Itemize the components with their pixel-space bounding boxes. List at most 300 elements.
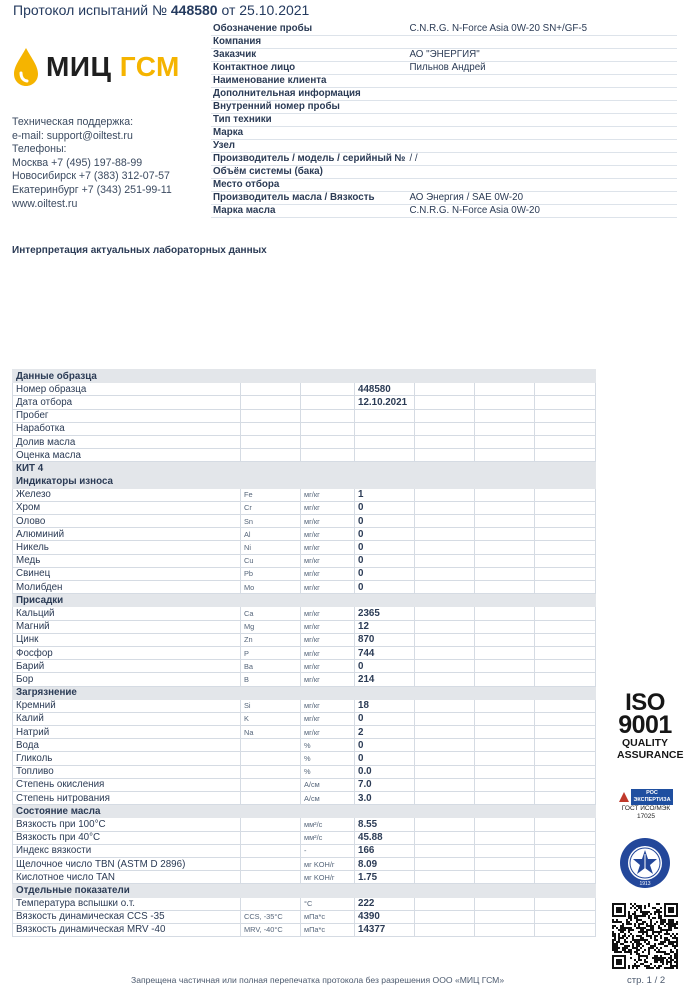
empty-cell	[415, 383, 475, 396]
table-row	[13, 620, 596, 633]
logo-text-accent: ГСМ	[119, 51, 180, 82]
empty-cell	[475, 435, 535, 448]
table-row	[13, 699, 596, 712]
empty-cell	[475, 752, 535, 765]
info-label: Марка масла	[211, 204, 407, 217]
empty-cell	[475, 739, 535, 752]
param-value: 0	[355, 581, 415, 594]
info-label: Компания	[211, 35, 407, 48]
param-name: Железо	[13, 488, 241, 501]
info-value	[407, 74, 677, 87]
info-row	[211, 178, 677, 191]
table-row	[13, 449, 596, 462]
empty-cell	[535, 435, 596, 448]
param-value: 1	[355, 488, 415, 501]
param-symbol: P	[241, 646, 301, 659]
table-row	[13, 778, 596, 791]
table-row	[13, 567, 596, 580]
empty-cell	[535, 818, 596, 831]
empty-cell	[535, 541, 596, 554]
info-label: Марка	[211, 126, 407, 139]
param-symbol: Cr	[241, 501, 301, 514]
contacts-website[interactable]: www.oiltest.ru	[12, 197, 78, 210]
param-symbol: Ba	[241, 660, 301, 673]
param-name: Топливо	[13, 765, 241, 778]
empty-cell	[535, 528, 596, 541]
param-name: Натрий	[13, 726, 241, 739]
empty-cell	[535, 778, 596, 791]
section-header	[13, 805, 596, 818]
param-name: Степень окисления	[13, 778, 241, 791]
param-symbol: B	[241, 673, 301, 686]
param-unit: мг/кг	[301, 712, 355, 725]
logo-text-main: МИЦ	[46, 51, 112, 82]
empty-cell	[535, 633, 596, 646]
empty-cell	[535, 844, 596, 857]
empty-cell	[475, 620, 535, 633]
info-row	[211, 204, 677, 217]
table-row	[13, 383, 596, 396]
gost-box	[631, 789, 672, 805]
section-sample-data-title: Данные образца	[13, 370, 596, 383]
section-header	[13, 594, 596, 607]
qr-code-icon[interactable]	[612, 903, 678, 969]
info-value	[407, 178, 677, 191]
param-name: Вода	[13, 739, 241, 752]
param-unit: мг/кг	[301, 646, 355, 659]
table-row	[13, 765, 596, 778]
param-unit: мг/кг	[301, 633, 355, 646]
param-symbol	[241, 396, 301, 409]
empty-cell	[415, 581, 475, 594]
table-row	[13, 752, 596, 765]
triangle-icon	[619, 792, 629, 802]
param-symbol	[241, 422, 301, 435]
param-symbol	[241, 449, 301, 462]
info-label: Наименование клиента	[211, 74, 407, 87]
empty-cell	[415, 620, 475, 633]
param-symbol	[241, 765, 301, 778]
param-symbol	[241, 778, 301, 791]
param-name: Наработка	[13, 422, 241, 435]
protocol-date: 25.10.2021	[239, 2, 310, 18]
title-prefix: Протокол испытаний №	[13, 2, 167, 18]
empty-cell	[535, 567, 596, 580]
info-label: Внутренний номер пробы	[211, 100, 407, 113]
param-name: Кремний	[13, 699, 241, 712]
table-row	[13, 501, 596, 514]
param-name: Вязкость динамическая CCS -35	[13, 910, 241, 923]
param-value: 744	[355, 646, 415, 659]
param-value: 2365	[355, 607, 415, 620]
param-symbol: K	[241, 712, 301, 725]
param-value: 12.10.2021	[355, 396, 415, 409]
gost-logo	[615, 789, 677, 805]
contacts-phone-ekaterinburg: Екатеринбург +7 (343) 251-99-11	[12, 183, 172, 196]
contacts-email[interactable]: e-mail: support@oiltest.ru	[12, 129, 133, 142]
empty-cell	[535, 910, 596, 923]
empty-cell	[475, 554, 535, 567]
empty-cell	[535, 422, 596, 435]
param-symbol	[241, 409, 301, 422]
empty-cell	[415, 910, 475, 923]
empty-cell	[415, 792, 475, 805]
empty-cell	[475, 857, 535, 870]
param-name: Кислотное число TAN	[13, 871, 241, 884]
param-symbol	[241, 897, 301, 910]
empty-cell	[475, 923, 535, 936]
param-unit: мг/кг	[301, 515, 355, 528]
param-value: 0	[355, 541, 415, 554]
page-number: стр. 1 / 2	[627, 975, 666, 986]
table-row	[13, 409, 596, 422]
param-unit: мм²/с	[301, 818, 355, 831]
info-value	[407, 113, 677, 126]
info-row	[211, 74, 677, 87]
param-name: Дата отбора	[13, 396, 241, 409]
param-name: Магний	[13, 620, 241, 633]
empty-cell	[415, 422, 475, 435]
param-unit	[301, 422, 355, 435]
param-unit: мг KOH/г	[301, 871, 355, 884]
empty-cell	[475, 897, 535, 910]
title-date-prefix: от	[221, 2, 236, 18]
empty-cell	[415, 699, 475, 712]
empty-cell	[535, 699, 596, 712]
param-value: 0	[355, 739, 415, 752]
empty-cell	[415, 857, 475, 870]
empty-cell	[535, 673, 596, 686]
param-value: 222	[355, 897, 415, 910]
empty-cell	[475, 396, 535, 409]
param-unit: мг/кг	[301, 581, 355, 594]
param-symbol: Ca	[241, 607, 301, 620]
table-row	[13, 435, 596, 448]
info-row	[211, 139, 677, 152]
empty-cell	[415, 897, 475, 910]
info-label: Место отбора	[211, 178, 407, 191]
empty-cell	[415, 409, 475, 422]
empty-cell	[415, 831, 475, 844]
table-row	[13, 871, 596, 884]
empty-cell	[415, 449, 475, 462]
info-row	[211, 35, 677, 48]
empty-cell	[535, 831, 596, 844]
info-label: Дополнительная информация	[211, 87, 407, 100]
table-row	[13, 607, 596, 620]
empty-cell	[535, 449, 596, 462]
info-row	[211, 61, 677, 74]
info-value	[407, 126, 677, 139]
empty-cell	[475, 673, 535, 686]
param-symbol: CCS, -35°C	[241, 910, 301, 923]
empty-cell	[475, 409, 535, 422]
param-name: Номер образца	[13, 383, 241, 396]
param-unit: мг/кг	[301, 554, 355, 567]
param-name: Олово	[13, 515, 241, 528]
info-row	[211, 100, 677, 113]
param-unit: мг/кг	[301, 660, 355, 673]
empty-cell	[535, 897, 596, 910]
empty-cell	[535, 488, 596, 501]
empty-cell	[475, 792, 535, 805]
empty-cell	[415, 844, 475, 857]
gost-line1: ГОСТ ИСО/МЭК	[621, 805, 671, 812]
param-unit: мм²/с	[301, 831, 355, 844]
param-symbol: Si	[241, 699, 301, 712]
empty-cell	[415, 515, 475, 528]
table-row	[13, 923, 596, 936]
param-name: Температура вспышки о.т.	[13, 897, 241, 910]
param-unit	[301, 435, 355, 448]
param-value: 448580	[355, 383, 415, 396]
section-kit-title: КИТ 4	[13, 462, 596, 475]
info-label: Объём системы (бака)	[211, 165, 407, 178]
section-header-title: Присадки	[13, 594, 596, 607]
section-header-title: Отдельные показатели	[13, 884, 596, 897]
empty-cell	[415, 923, 475, 936]
empty-cell	[535, 857, 596, 870]
empty-cell	[535, 396, 596, 409]
table-row	[13, 739, 596, 752]
info-label: Контактное лицо	[211, 61, 407, 74]
empty-cell	[415, 673, 475, 686]
empty-cell	[535, 383, 596, 396]
empty-cell	[475, 726, 535, 739]
param-name: Вязкость при 100°C	[13, 818, 241, 831]
param-name: Степень нитрования	[13, 792, 241, 805]
param-unit: А/см	[301, 792, 355, 805]
param-value: 12	[355, 620, 415, 633]
contacts-support-label: Техническая поддержка:	[12, 116, 134, 128]
param-value: 0	[355, 554, 415, 567]
param-name: Пробег	[13, 409, 241, 422]
param-symbol	[241, 818, 301, 831]
empty-cell	[415, 541, 475, 554]
param-value: 870	[355, 633, 415, 646]
param-symbol	[241, 792, 301, 805]
empty-cell	[535, 712, 596, 725]
info-row	[211, 22, 677, 35]
table-row	[13, 844, 596, 857]
empty-cell	[535, 752, 596, 765]
section-header-title: Загрязнение	[13, 686, 596, 699]
empty-cell	[475, 712, 535, 725]
empty-cell	[535, 871, 596, 884]
iso-9001-badge	[617, 689, 684, 761]
table-row	[13, 792, 596, 805]
section-header	[13, 884, 596, 897]
param-value: 18	[355, 699, 415, 712]
param-symbol: Cu	[241, 554, 301, 567]
info-row	[211, 165, 677, 178]
param-symbol	[241, 435, 301, 448]
table-row	[13, 818, 596, 831]
param-symbol: Mg	[241, 620, 301, 633]
param-value: 0	[355, 528, 415, 541]
empty-cell	[415, 752, 475, 765]
empty-cell	[475, 422, 535, 435]
empty-cell	[475, 383, 535, 396]
param-unit	[301, 409, 355, 422]
sample-info-table	[211, 22, 677, 218]
empty-cell	[535, 501, 596, 514]
table-row	[13, 515, 596, 528]
param-unit: °C	[301, 897, 355, 910]
empty-cell	[475, 778, 535, 791]
table-row	[13, 712, 596, 725]
param-symbol: Na	[241, 726, 301, 739]
empty-cell	[475, 515, 535, 528]
protocol-title	[13, 2, 309, 18]
info-value	[407, 35, 677, 48]
info-label: Производитель масла / Вязкость	[211, 191, 407, 204]
param-value: 8.55	[355, 818, 415, 831]
empty-cell	[415, 528, 475, 541]
empty-cell	[475, 871, 535, 884]
param-symbol	[241, 871, 301, 884]
param-name: Кальций	[13, 607, 241, 620]
iso-line3: QUALITY	[621, 737, 669, 749]
param-name: Гликоль	[13, 752, 241, 765]
empty-cell	[415, 607, 475, 620]
empty-cell	[475, 541, 535, 554]
section-header	[13, 475, 596, 488]
table-row	[13, 660, 596, 673]
param-unit: мг/кг	[301, 567, 355, 580]
param-name: Никель	[13, 541, 241, 554]
info-row	[211, 126, 677, 139]
info-value: АО "ЭНЕРГИЯ"	[407, 48, 677, 61]
empty-cell	[535, 409, 596, 422]
table-row	[13, 581, 596, 594]
table-row	[13, 528, 596, 541]
info-value: Пильнов Андрей	[407, 61, 677, 74]
param-unit: мг/кг	[301, 620, 355, 633]
param-symbol	[241, 383, 301, 396]
footer-disclaimer: Запрещена частичная или полная перепечатка протокола без разрешения ООО «МИЦ ГСМ»	[131, 975, 505, 985]
logo-text	[46, 51, 180, 83]
empty-cell	[415, 660, 475, 673]
param-symbol: Mo	[241, 581, 301, 594]
empty-cell	[475, 765, 535, 778]
param-unit: мг/кг	[301, 673, 355, 686]
contacts-phones-label: Телефоны:	[12, 143, 67, 156]
empty-cell	[415, 871, 475, 884]
table-row	[13, 831, 596, 844]
info-row	[211, 87, 677, 100]
param-unit	[301, 449, 355, 462]
iso-line2: 9001	[618, 711, 672, 739]
empty-cell	[535, 923, 596, 936]
empty-cell	[415, 739, 475, 752]
empty-cell	[535, 646, 596, 659]
param-unit: мг/кг	[301, 488, 355, 501]
empty-cell	[535, 739, 596, 752]
param-value	[355, 449, 415, 462]
param-symbol	[241, 739, 301, 752]
contacts-block	[12, 116, 172, 211]
info-row	[211, 191, 677, 204]
info-label: Заказчик	[211, 48, 407, 61]
empty-cell	[475, 818, 535, 831]
param-unit: мПа*с	[301, 910, 355, 923]
empty-cell	[415, 778, 475, 791]
table-row	[13, 396, 596, 409]
param-symbol: Zn	[241, 633, 301, 646]
param-value: 2	[355, 726, 415, 739]
empty-cell	[535, 581, 596, 594]
param-value: 45.88	[355, 831, 415, 844]
info-value: C.N.R.G. N-Force Asia 0W-20	[407, 204, 677, 217]
gost-box-top: РОС	[646, 790, 658, 796]
param-value: 8.09	[355, 857, 415, 870]
empty-cell	[475, 660, 535, 673]
param-unit: %	[301, 765, 355, 778]
param-unit: %	[301, 739, 355, 752]
empty-cell	[415, 554, 475, 567]
empty-cell	[415, 435, 475, 448]
param-value	[355, 435, 415, 448]
iso-line1: ISO	[625, 689, 665, 716]
param-unit: мг/кг	[301, 501, 355, 514]
param-symbol	[241, 857, 301, 870]
param-name: Бор	[13, 673, 241, 686]
gost-line2: 17025	[636, 813, 656, 820]
empty-cell	[415, 633, 475, 646]
param-symbol: Pb	[241, 567, 301, 580]
empty-cell	[535, 620, 596, 633]
param-value: 0	[355, 660, 415, 673]
empty-cell	[415, 396, 475, 409]
section-header-title: Индикаторы износа	[13, 475, 596, 488]
param-name: Молибден	[13, 581, 241, 594]
info-value: АО Энергия / SAE 0W-20	[407, 191, 677, 204]
empty-cell	[475, 449, 535, 462]
empty-cell	[475, 581, 535, 594]
empty-cell	[535, 515, 596, 528]
company-logo	[12, 45, 180, 89]
table-row	[13, 646, 596, 659]
register-seal-icon	[619, 837, 671, 889]
param-value: 0	[355, 752, 415, 765]
param-symbol: Sn	[241, 515, 301, 528]
empty-cell	[475, 633, 535, 646]
info-label: Тип техники	[211, 113, 407, 126]
param-value: 214	[355, 673, 415, 686]
param-name: Щелочное число TBN (ASTM D 2896)	[13, 857, 241, 870]
param-value: 0	[355, 515, 415, 528]
contacts-phone-novosibirsk: Новосибирск +7 (383) 312-07-57	[12, 170, 170, 183]
param-unit: мг/кг	[301, 541, 355, 554]
param-name: Долив масла	[13, 435, 241, 448]
param-name: Свинец	[13, 567, 241, 580]
param-unit	[301, 396, 355, 409]
empty-cell	[415, 567, 475, 580]
table-row	[13, 897, 596, 910]
empty-cell	[475, 488, 535, 501]
contacts-phone-moscow: Москва +7 (495) 197-88-99	[12, 156, 143, 169]
info-value	[407, 100, 677, 113]
table-row	[13, 541, 596, 554]
empty-cell	[535, 792, 596, 805]
empty-cell	[475, 607, 535, 620]
table-row	[13, 422, 596, 435]
table-row	[13, 673, 596, 686]
section-header	[13, 686, 596, 699]
info-label: Обозначение пробы	[211, 22, 407, 35]
param-value: 0	[355, 567, 415, 580]
